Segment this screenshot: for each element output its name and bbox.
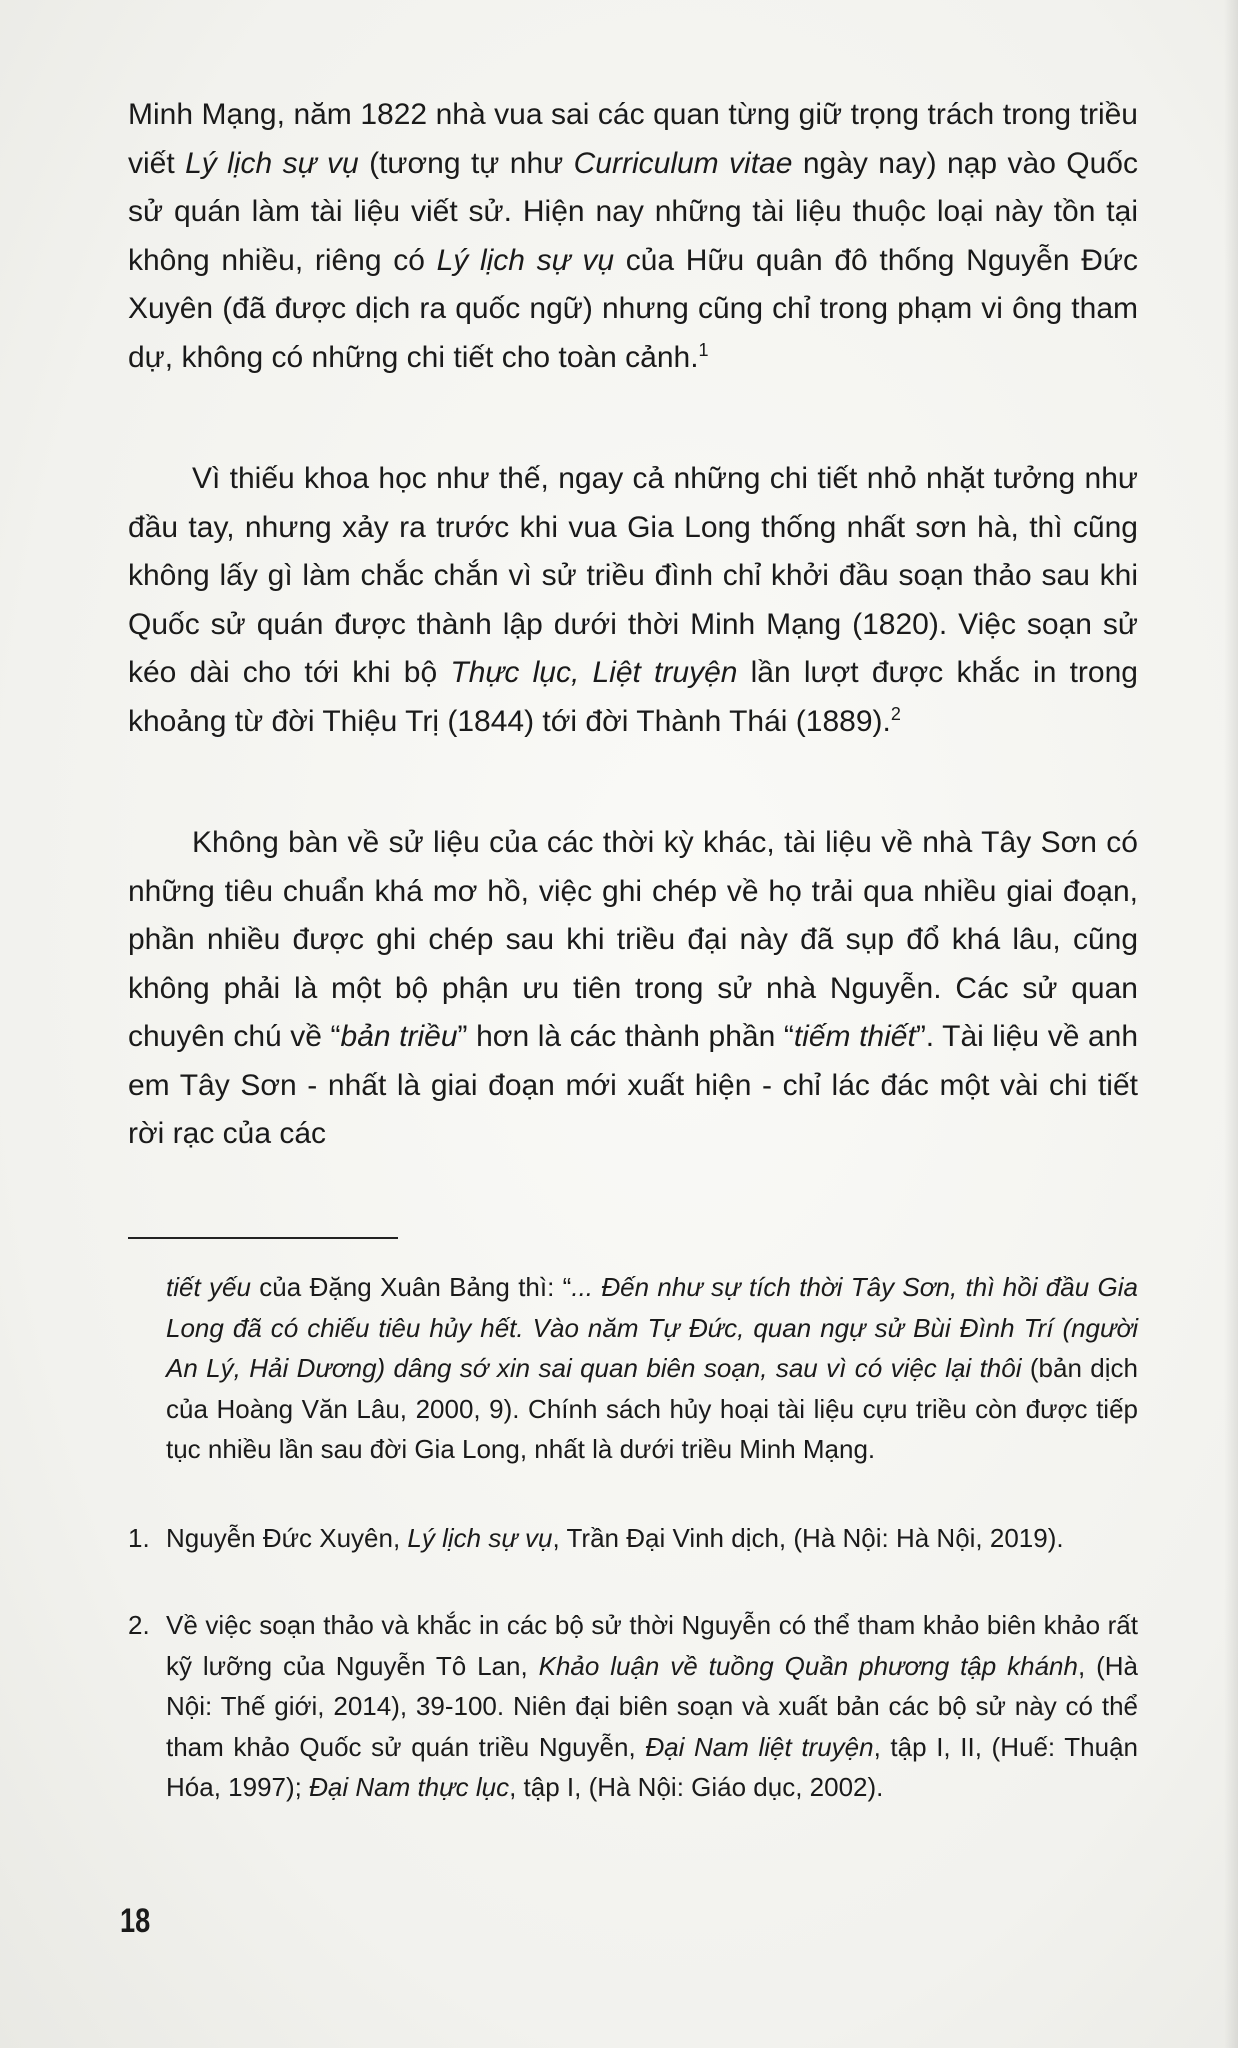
page-edge-shadow	[1224, 0, 1238, 2048]
text-run: , tập I, (Hà Nội: Giáo dục, 2002).	[509, 1772, 884, 1802]
footnote-ref-2: 2	[890, 703, 901, 724]
paragraph-3	[128, 819, 1138, 1159]
footnote-number: 2.	[128, 1610, 150, 1640]
italic-title: Đại Nam thực lục	[309, 1772, 510, 1802]
text-run: của Đặng Xuân Bảng thì: “	[250, 1272, 572, 1302]
footnote-ref-1: 1	[698, 339, 709, 360]
footnote-1	[128, 1518, 1138, 1559]
text-run: , (Hà Nội: Thế giới, 2014), 39-100. Niên đại biên soạn và xuất bản các bộ sử này có thể tham khảo Quốc sử quán triều Nguyễn,	[166, 1650, 1139, 1762]
page-number: 18	[120, 1902, 151, 1940]
italic-title: Đại Nam liệt truyện	[645, 1731, 874, 1762]
paragraph-1	[128, 91, 1138, 382]
footnote-2	[128, 1605, 1138, 1808]
italic-term: Curriculum vitae	[573, 146, 793, 180]
italic-title: Lý lịch sự vụ	[436, 243, 615, 277]
text-run: ” hơn là các thành phần “	[457, 1020, 794, 1053]
italic-title: Thực lục, Liệt truyện	[450, 656, 738, 689]
italic-title: Lý lịch sự vụ	[407, 1523, 553, 1553]
text-run: Vì thiếu khoa học như thế, ngay cả những chi tiết nhỏ nhặt tưởng như đầu tay, nhưng xảy ra trước khi vua Gia Long thống nhất sơn hà, thì cũng không lấy gì làm chắc chắn vì sử triều đình chỉ khởi đầu soạn thảo sau khi Quốc sử quán được thành lập dưới thời Minh Mạng (1820). Việc soạn sử kéo dài cho tới khi bộ	[128, 462, 1138, 689]
footnote-number: 1.	[128, 1523, 150, 1553]
text-run: (bản dịch của Hoàng Văn Lâu, 2000, 9). Chính sách hủy hoại tài liệu cựu triều còn được tiếp tục nhiều lần sau đời Gia Long, nhất là dưới triều Minh Mạng.	[166, 1353, 1138, 1464]
italic-term: bản triều	[340, 1020, 458, 1053]
text-run: lần lượt được khắc in trong khoảng từ đời Thiệu Trị (1844) tới đời Thành Thái (1889).	[128, 656, 1138, 738]
footnote-divider	[128, 1237, 398, 1239]
italic-term: tiếm thiết	[793, 1020, 916, 1053]
footnote-body	[166, 1605, 1138, 1808]
text-run: ”. Tài liệu về anh em Tây Sơn - nhất là giai đoạn mới xuất hiện - chỉ lác đác một vài chi tiết rời rạc của các	[128, 1020, 1139, 1150]
italic-quote: ... Đến như sự tích thời Tây Sơn, thì hồi đầu Gia Long đã có chiếu tiêu hủy hết. Vào năm Tự Đức, quan ngự sử Bùi Đình Trí (người An Lý, Hải Dương) dâng sớ xin sai quan biên soạn, sau vì có việc lại thôi	[166, 1272, 1138, 1383]
text-run: ngày nay) nạp vào Quốc sử quán làm tài liệu viết sử. Hiện nay những tài liệu thuộc loại này tồn tại không nhiều, riêng có	[128, 146, 1138, 277]
text-run: , tập I, II, (Huế: Thuận Hóa, 1997);	[166, 1731, 1139, 1802]
paragraph-2	[128, 455, 1138, 746]
text-run: , Trần Đại Vinh dịch, (Hà Nội: Hà Nội, 2019).	[552, 1523, 1064, 1553]
text-run: (tương tự như	[358, 146, 574, 180]
footnote-continuation	[128, 1267, 1138, 1470]
text-run: Nguyễn Đức Xuyên,	[166, 1523, 408, 1553]
text-run: của Hữu quân đô thống Nguyễn Đức Xuyên (đã được dịch ra quốc ngữ) nhưng cũng chỉ trong phạm vi ông tham dự, không có những chi tiết cho toàn cảnh.	[128, 243, 1138, 374]
italic-title: tiết yếu	[166, 1272, 251, 1302]
text-run: Không bàn về sử liệu của các thời kỳ khác, tài liệu về nhà Tây Sơn có những tiêu chuẩn khá mơ hồ, việc ghi chép về họ trải qua nhiều giai đoạn, phần nhiều được ghi chép sau khi triều đại này đã sụp đổ khá lâu, cũng không phải là một bộ phận ưu tiên trong sử nhà Nguyễn. Các sử quan chuyên chú về “	[128, 826, 1138, 1053]
text-run: Minh Mạng, năm 1822 nhà vua sai các quan từng giữ trọng trách trong triều viết	[128, 98, 1138, 180]
italic-title: Khảo luận về tuồng Quần phương tập khánh	[538, 1650, 1078, 1681]
text-run: Về việc soạn thảo và khắc in các bộ sử thời Nguyễn có thể tham khảo biên khảo rất kỹ lưỡng của Nguyễn Tô Lan,	[166, 1610, 1138, 1681]
italic-title: Lý lịch sự vụ	[185, 146, 359, 180]
footnote-body	[166, 1518, 1138, 1559]
